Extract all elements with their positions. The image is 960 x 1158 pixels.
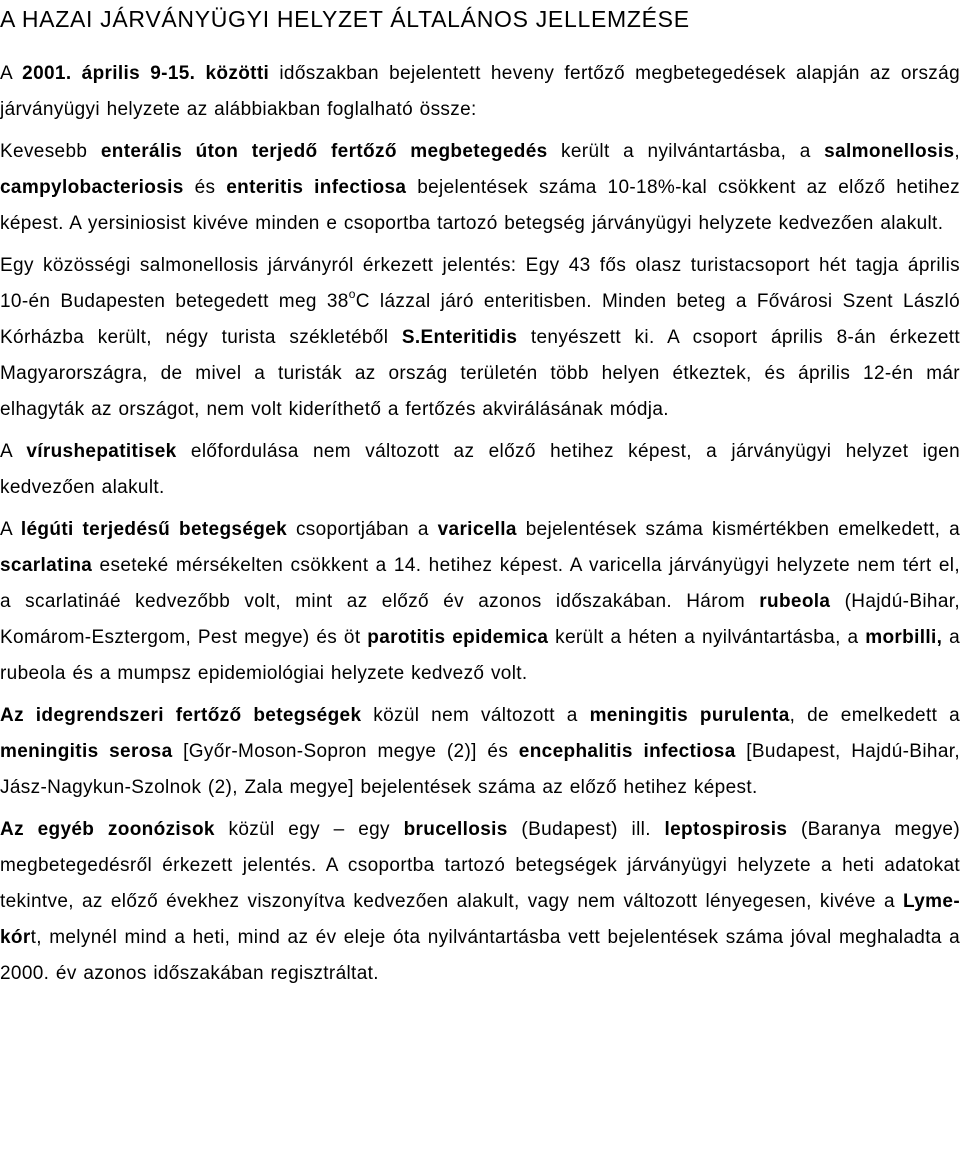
text-run: , de emelkedett a [789,705,960,726]
text-run: és [183,177,227,198]
paragraph-neurological [0,698,960,806]
bold-term: parotitis epidemica [367,627,549,648]
paragraph-salmonellosis-outbreak [0,248,960,428]
text-run: C lázzal járó enteritisben. Minden beteg a Fővárosi Szent László Kórházba került, négy turista székletéből [0,291,960,348]
text-run: a rubeola és a mumpsz epidemiológiai helyzete kedvező volt. [0,627,960,684]
bold-term: Lyme-kór [0,891,960,948]
text-run: (Baranya megye) megbetegedésről érkezett jelentés. A csoportba tartozó betegségek járványügyi helyzete a heti adatokat tekintve, az előző évekhez viszonyítva kedvezően alakult, vagy nem változott lényegesen, kivéve a [0,819,960,912]
bold-term: rubeola [759,591,831,612]
bold-term: S.Enteritidis [401,327,518,348]
bold-term: scarlatina [0,555,93,576]
text-run: A [0,519,21,540]
bold-term: meningitis purulenta [589,705,790,726]
text-run: időszakban bejelentett heveny fertőző megbetegedések alapján az ország járványügyi helyzete az alábbiakban foglalható össze: [0,63,960,120]
paragraph-respiratory [0,512,960,692]
text-run: közül egy – egy [214,819,404,840]
degree-superscript: o [348,287,356,301]
bold-term: morbilli, [865,627,943,648]
text-run: A [0,441,27,462]
text-run: került a nyilvántartásba, a [547,141,825,162]
bold-term: brucellosis [403,819,508,840]
text-run: bejelentések száma kismértékben emelkedett, a [516,519,960,540]
text-run: került a héten a nyilvántartásba, a [548,627,866,648]
text-run: csoportjában a [287,519,438,540]
text-run: [Győr-Moson-Sopron megye (2)] és [172,741,519,762]
bold-term: meningitis serosa [0,741,173,762]
bold-term: enterális úton terjedő fertőző megbetegedés [100,141,548,162]
text-run: bejelentések száma 10-18%-kal csökkent az előző hetihez képest. A yersiniosist kivéve minden e csoportba tartozó betegség járványügyi helyzete kedvezően alakult. [0,177,960,234]
bold-term: közötti [205,63,270,84]
paragraph-intro [0,56,960,128]
text-run: eseteké mérsékelten csökkent a 14. hetihez képest. A varicella járványügyi helyzete nem tért el, a scarlatináé kedvezőbb volt, mint az előző év azonos időszakában. Három [0,555,960,612]
text-run: előfordulása nem változott az előző hetihez képest, a járványügyi helyzet igen kedvezően alakult. [0,441,960,498]
paragraph-viral-hepatitis [0,434,960,506]
text-run: Egy közösségi salmonellosis járványról érkezett jelentés: Egy 43 fős olasz turistacsoport hét tagja április 10-én Budapesten betegedett meg 38 [0,255,960,312]
bold-term: enteritis infectiosa [226,177,407,198]
text-run: (Budapest) ill. [507,819,665,840]
text-run [195,63,205,84]
bold-term: légúti terjedésű betegségek [20,519,288,540]
paragraph-enteral [0,134,960,242]
text-run: , [954,141,960,162]
bold-term: leptospirosis [664,819,788,840]
bold-term: vírushepatitisek [26,441,177,462]
text-run: t, melynél mind a heti, mind az év eleje óta nyilvántartásba vett bejelentések száma jóval meghaladta a 2000. év azonos időszakában regisztráltat. [0,927,960,984]
page-title: A HAZAI JÁRVÁNYÜGYI HELYZET ÁLTALÁNOS JELLEMZÉSE [0,6,690,32]
text-run: Kevesebb [0,141,101,162]
text-run: A [0,63,23,84]
text-run: [Budapest, Hajdú-Bihar, Jász-Nagykun-Szolnok (2), Zala megye] bejelentések száma az előző hetihez képest. [0,741,960,798]
text-run: (Hajdú-Bihar, Komárom-Esztergom, Pest megye) és öt [0,591,960,648]
bold-term: Az idegrendszeri fertőző betegségek [0,705,362,726]
bold-term: campylobacteriosis [0,177,184,198]
bold-term: salmonellosis [824,141,955,162]
bold-term: encephalitis infectiosa [518,741,736,762]
text-run: tenyészett ki. A csoport április 8-án érkezett Magyarországra, de mivel a turisták az ország területén több helyen étkeztek, és április 12-én már elhagyták az országot, nem volt kideríthető a fertőzés akvirálásának módja. [0,327,960,420]
paragraph-zoonoses [0,812,960,992]
bold-term: 2001. április 9-15. [22,63,196,84]
bold-term: varicella [437,519,517,540]
text-run: közül nem változott a [361,705,590,726]
bold-term: Az egyéb zoonózisok [0,819,215,840]
